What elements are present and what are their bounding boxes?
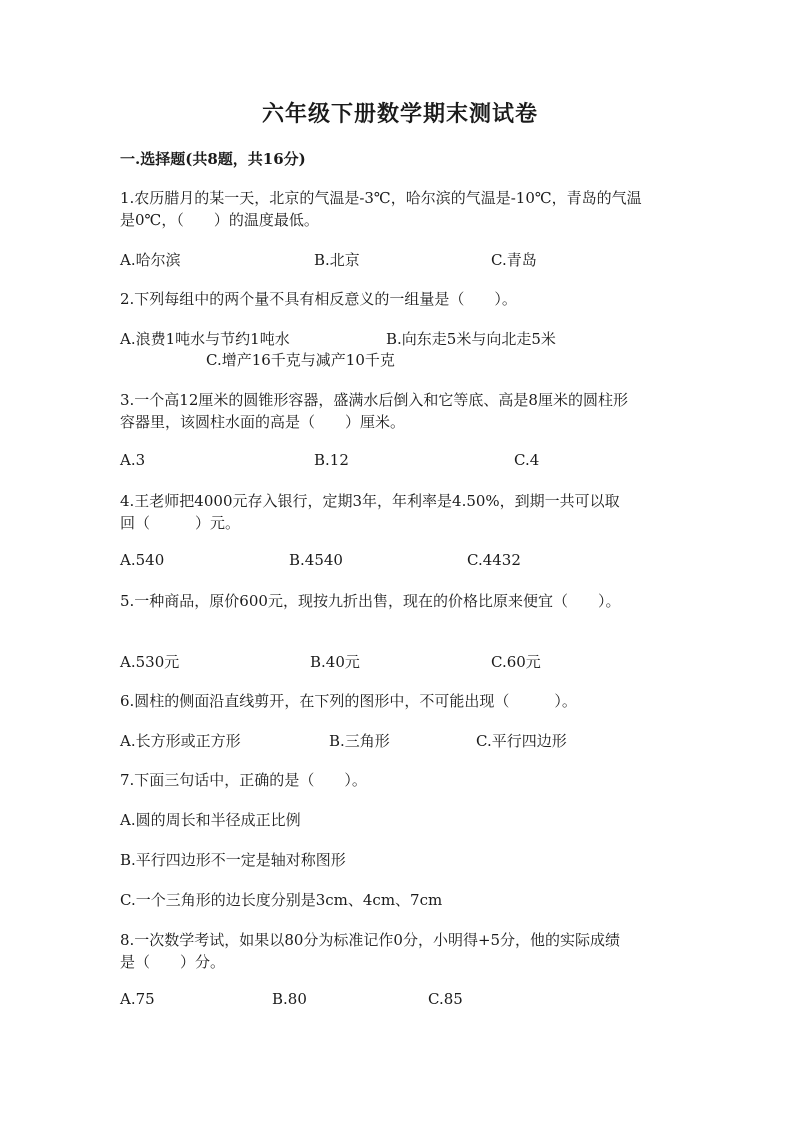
question-8-option-c: C.85 (428, 990, 463, 1008)
question-1-line-1: 1.农历腊月的某一天，北京的气温是-3℃，哈尔滨的气温是-10℃，青岛的气温 (120, 189, 642, 207)
question-7-option-a: A.圆的周长和半径成正比例 (120, 811, 301, 829)
question-5-option-a: A.530元 (120, 653, 180, 671)
question-6-option-c: C.平行四边形 (476, 732, 567, 750)
section-heading: 一.选择题(共8题，共16分) (120, 150, 306, 168)
question-3-line-2: 容器里，该圆柱水面的高是（ ）厘米。 (120, 413, 406, 431)
question-1-option-a: A.哈尔滨 (120, 251, 181, 269)
question-3-line-1: 3.一个高12厘米的圆锥形容器，盛满水后倒入和它等底、高是8厘米的圆柱形 (120, 391, 628, 409)
question-4-line-1: 4.王老师把4000元存入银行，定期3年，年利率是4.50%，到期一共可以取 (120, 492, 620, 510)
question-7-option-c: C.一个三角形的边长度分别是3cm、4cm、7cm (120, 891, 443, 909)
question-2-line-1: 2.下列每组中的两个量不具有相反意义的一组量是（ ）。 (120, 290, 517, 308)
question-8-line-1: 8.一次数学考试，如果以80分为标准记作0分，小明得+5分，他的实际成绩 (120, 931, 621, 949)
question-4-line-2: 回（ ）元。 (120, 514, 241, 532)
question-4-option-a: A.540 (120, 551, 165, 569)
question-1-line-2: 是0℃，（ ）的温度最低。 (120, 211, 319, 229)
question-2-option-c: C.增产16千克与减产10千克 (206, 351, 395, 369)
question-2-option-a: A.浪费1吨水与节约1吨水 (120, 330, 290, 348)
question-7-line-1: 7.下面三句话中，正确的是（ ）。 (120, 771, 367, 789)
question-1-option-c: C.青岛 (491, 251, 537, 269)
question-3-option-b: B.12 (314, 451, 349, 469)
question-6-line-1: 6.圆柱的侧面沿直线剪开，在下列的图形中，不可能出现（ ）。 (120, 692, 577, 710)
question-2-option-b: B.向东走5米与向北走5米 (386, 330, 556, 348)
question-6-option-b: B.三角形 (329, 732, 390, 750)
question-5-option-c: C.60元 (491, 653, 541, 671)
question-8-option-b: B.80 (272, 990, 307, 1008)
question-6-option-a: A.长方形或正方形 (120, 732, 241, 750)
question-8-option-a: A.75 (120, 990, 155, 1008)
question-3-option-c: C.4 (514, 451, 540, 469)
question-4-option-b: B.4540 (289, 551, 343, 569)
question-8-line-2: 是（ ）分。 (120, 953, 226, 971)
question-4-option-c: C.4432 (467, 551, 521, 569)
question-3-option-a: A.3 (120, 451, 146, 469)
question-1-option-b: B.北京 (314, 251, 360, 269)
question-5-option-b: B.40元 (310, 653, 360, 671)
question-7-option-b: B.平行四边形不一定是轴对称图形 (120, 851, 346, 869)
page-title: 六年级下册数学期末测试卷 (261, 101, 538, 127)
question-5-line-1: 5.一种商品，原价600元，现按九折出售，现在的价格比原来便宜（ ）。 (120, 592, 621, 610)
